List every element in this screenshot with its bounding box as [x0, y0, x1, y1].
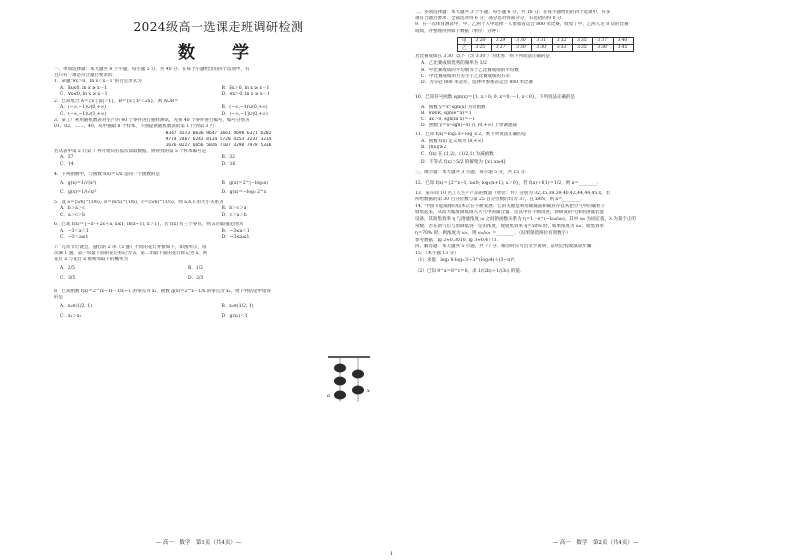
- question-14: 常数．若在新气后与原降低到一定的浓度，使收集效率 η＝50% 时，如果浓度为 ω₁；收集效率: [415, 224, 604, 230]
- question-13: 所给数据的第 30 百分位数与第 25 百分位数的均为 37，且 x∈N，则 x＝________．: [415, 197, 586, 203]
- options-row: [54, 206, 383, 213]
- options-row: [54, 276, 316, 283]
- table-cell: 3′30″: [512, 37, 532, 44]
- table-cell: 甲: [458, 37, 472, 44]
- option: D．为夺冠 800 米冠军，选择甲参加省运会 800 米比赛: [421, 80, 534, 86]
- option: D．16: [221, 162, 236, 167]
- question-3: 01，02，……，40，从中抽取 8 个样本，下图提供随机数表的第 1 行到第 3 行：: [54, 124, 219, 130]
- question-2: 2．已知集合 A＝{x | |x|＞1}，B＝{x | x²＜2x}，则 A∪B＝: [54, 98, 179, 104]
- page-right: [397, 0, 794, 560]
- option: A．∃x≤0, ln x ≥ x－1: [60, 85, 108, 91]
- option: A．g(x)＝1/√(x²): [60, 180, 97, 186]
- option: D．∀x＞0, ln x ≥ x－1: [221, 92, 270, 98]
- option: C．3/5: [60, 275, 76, 281]
- option: A．x₁∈(1/2, 1): [60, 303, 92, 309]
- table-cell: 3′38″: [593, 44, 613, 51]
- question-4: 4．下列函数中，与函数 f(x)＝1/x 是同一个函数的是: [54, 171, 160, 177]
- option: C．∃x＞0, sgn(ln x)＝−1: [421, 117, 476, 123]
- question-14: η＝70% 时，则浓度为 ω₂，则 ω₂/ω₁ ＝________．（结果保留两位有效数字）: [415, 231, 571, 237]
- question-14: 14．中国节能减排的技术正在不断发展．它的关键是利用碳捕获和碳封存技术把空气中的碳粒子: [415, 203, 606, 209]
- question-3: 3．某工厂利用随机数表对生产的 40 个零件进行抽样测试，先将 40 个零件进行编号，编号分别为: [54, 118, 250, 124]
- options-row: [54, 314, 383, 321]
- question-7: 花灯 a 与花灯 x 被相邻取下的概率为: [54, 257, 128, 263]
- option: C．∀x≤0, ln x ≥ x－1: [60, 92, 108, 98]
- page-number: 1: [390, 551, 394, 557]
- options-row: [54, 229, 383, 236]
- table-cell: 3′30″: [532, 44, 552, 51]
- lantern-icon: [334, 364, 346, 373]
- question-7: 7．元宵节灯谜会，悬挂的 2 串（5 盏）不同的花灯并排如下，如图所示，每: [54, 244, 207, 250]
- option: D．(−∞,−1]∪(0,+∞): [221, 111, 268, 117]
- options-row: [54, 213, 383, 220]
- table-cell: 3′37″: [593, 37, 613, 44]
- table-cell: 3′25″: [471, 44, 491, 51]
- table-row: [458, 44, 634, 51]
- options-row: [54, 162, 383, 169]
- option: A．函数 f(x) 定义域为 (0,+∞): [421, 138, 484, 144]
- options-row: [54, 155, 383, 162]
- table-cell: 3′33″: [552, 44, 572, 51]
- results-table: [457, 37, 634, 52]
- question-1: 1．命题“∀x＞0，ln x＜x－1”的否定形式为: [54, 79, 142, 85]
- option: B．(−∞,−1)∪(0,+∞): [221, 105, 268, 110]
- option: A．2/5: [60, 266, 75, 272]
- option: D．2/3: [188, 275, 204, 281]
- question-7: 次摘 1 盏，第一串最下面的花灯标记为 a，第二串最下面的花灯标记为 x，则: [54, 250, 208, 256]
- option: B．x₂∈(1/2, 1): [221, 303, 254, 309]
- table-cell: 3′35″: [572, 37, 592, 44]
- question-13: 13．某车间 10 名工人生产产品的数量（单位：件）分别为 32,35,38,39,40,42,44,44,45,x，若: [415, 191, 611, 197]
- option: C．a＞c＞b: [60, 212, 86, 218]
- table-cell: 3′29″: [491, 37, 511, 44]
- option: B．甲比赛成绩的平均数等于乙比赛成绩的平均数: [421, 68, 519, 74]
- reference-data: 参考数据：lg 2≈0.3010, lg 3≈0.4771．: [415, 238, 502, 244]
- section-1-instructions: 一、单项选择题：本大题共 8 个小题，每小题 5 分，共 40 分．在每个小题给出的四个选项中，有: [54, 67, 250, 72]
- question-8: 8．已知函数 f(x)＝2^(x−1)－1/x＋1 的零点为 x₁，函数 g(x)＝2^x－1/x 的零点为 x₂，则下列结论中错误: [54, 288, 271, 294]
- option: A．b＞a＞c: [60, 206, 85, 212]
- page-footer: — 高一 数学 第2页（共4页）—: [552, 540, 639, 546]
- section-1-instructions: 且只有一项是符合题目要求的．: [54, 73, 117, 79]
- option: A．−3＜a＜1: [60, 228, 89, 234]
- option: C．g(x)＝1/(√x)²: [60, 190, 97, 196]
- options-row: [54, 235, 383, 242]
- section-2-instructions: 项符合题目要求．全部选对得 6 分，部分选对得部分分，有选错的得 0 分．: [415, 16, 566, 22]
- option: A．(−∞,−1)∪(0,+∞): [60, 105, 106, 110]
- option: A．乙比赛成绩优秀的频率为 1/2: [421, 61, 487, 67]
- option: B．∃x＞0, ln x ≥ x－1: [221, 85, 270, 91]
- random-number-row: 0347 4373 8636 9647 3661 4698 6371 6202: [165, 130, 272, 136]
- table-cell: 3′28″: [471, 37, 491, 44]
- option: B．b＞c＞a: [221, 206, 247, 212]
- question-9: 若比赛成绩在 3′30″ 以下（含 3′30″）为优秀．则下列说法正确的是: [415, 53, 550, 59]
- option: C．f(x) 在 (1,2)、(1/2,1) 为减函数: [421, 152, 494, 158]
- option: D．−3≤a≤1: [221, 235, 250, 241]
- table-cell: 3′35″: [572, 44, 592, 51]
- option: C．x₁＞x₂: [60, 313, 82, 319]
- option: B．−3≤a＜1: [221, 228, 250, 234]
- option: C．−3＜a≤1: [60, 235, 89, 241]
- question-10: 10．已知符号函数 sgn(x)＝{1, x＞0; 0, x＝0; −1, x＜0}，下列说法正确的是: [415, 94, 576, 100]
- options-row: [54, 92, 383, 99]
- option: D．g(x₁)＜1: [221, 313, 248, 319]
- option: B．32: [221, 155, 236, 161]
- option: B．|f(x)|≥2: [421, 144, 447, 150]
- lantern-label-x: x: [367, 388, 370, 394]
- lantern-icon: [334, 377, 346, 386]
- option: A．函数 y＝x³·sgn(x) 为奇函数: [421, 104, 486, 110]
- random-number-row: 1676 0227 6656 5026 7107 3290 7978 5336: [165, 143, 272, 148]
- lantern-label-a: a: [327, 393, 330, 399]
- options-row: [54, 304, 383, 311]
- option: B．∀x∈R, sgn(e^x)＝1: [421, 110, 472, 116]
- section-2-instructions: 二、多项选择题：本大题共 3 个小题，每小题 6 分，共 18 分．在每小题给出的四个选项中，有多: [415, 10, 611, 15]
- option: C．14: [60, 162, 74, 167]
- question-6: 6．已知 f(x)＝{−x²＋2x＋a, x≤1; ln(x−1), x＞1}，若 f(x) 有三个零点，则 a 的取值范围为: [54, 222, 244, 228]
- lantern-figure: [326, 354, 374, 406]
- option: D．c＞a＞b: [221, 212, 247, 218]
- option: C．(−∞,−1)∪(1,+∞): [60, 111, 107, 117]
- table-cell: 3′32″: [552, 37, 572, 44]
- options-row: [54, 112, 383, 119]
- question-14: 设备，其收集效率 η 与溶液浓度 ω 之间的函数关系为 η＝1－e^(−λω/ω₀)，其中 ω₀ 为固定值，λ 为某个正的: [415, 217, 636, 223]
- question-15-part-2: （2）已知 9^a＝8^c＝6，求 1/(2b)＋1/(3c) 的值．: [415, 268, 525, 274]
- question-11: 11．已知 f(x)＝log₂ x＋log_x 2，则下列说法正确的是: [415, 132, 527, 138]
- lantern-icon: [352, 386, 364, 395]
- exam-subject: 数 学: [178, 43, 259, 63]
- options-row: [54, 266, 316, 273]
- option: D．函数 y＝x²·sgn(−x) 在 (0,+∞) 上单调递减: [421, 123, 517, 129]
- exam-title: 2024级高一选课走班调研检测: [133, 20, 304, 34]
- option: D．不等式 f(x)＞5/2 的解集为 {x | x≥4}: [421, 160, 507, 166]
- lantern-icon: [334, 391, 346, 400]
- options-row: [54, 181, 383, 188]
- table-cell: 3′27″: [491, 44, 511, 51]
- table-row: [458, 37, 634, 44]
- question-14: 收集起来，从而大幅度降低排入大气中的碳含量．这其中有不断改进，新研发的气体的溶液装置: [415, 209, 604, 215]
- option: B．1/2: [188, 266, 204, 272]
- option: A．37: [60, 155, 74, 161]
- section-4-instructions: 四、解答题：本大题共 5 小题，共 77 分．解答时应写出文字说明、证明过程或演算步骤．: [415, 244, 596, 250]
- table-cell: 乙: [458, 44, 472, 51]
- option: D．g(x)＝−log₂ 2^x: [221, 190, 267, 196]
- question-9: 9．在一次体育测试中，甲、乙两个人中选择一人参加省运会 800 米比赛，收集了甲、乙两人近 8 次的比赛: [415, 22, 629, 28]
- table-cell: 3′30″: [512, 44, 532, 51]
- question-15-part-1: （1）求值：log₃ 8·log₂ 3＋3^(log₃4)＋(3−π)⁰；: [415, 257, 519, 263]
- question-8: 的是: [54, 294, 63, 300]
- random-number-row: 9774 2467 6242 8114 5720 4253 3237 3214: [165, 136, 272, 142]
- table-cell: 3′31″: [532, 37, 552, 44]
- page-footer: — 高一 数学 第1页（共4页）—: [155, 540, 242, 546]
- option: B．g(x)＝2^(−log₂x): [221, 180, 269, 186]
- question-5: 5．设 a＝(5/6)^(1/6)，b＝(6/5)^(1/6)，c＝(5/6)^(1/5)，则 a,b,c 的大小关系为: [54, 199, 224, 205]
- section-3-instructions: 三、填空题：本大题共 3 小题，每小题 5 分，共 15 分．: [415, 170, 530, 176]
- question-3: 若从表中第 2 行第 7 列开始向右依次读取数据，则得到的第 5 个样本编号是: [54, 149, 207, 155]
- option: C．甲比赛成绩的方差小于乙比赛成绩的方差: [421, 74, 510, 80]
- question-12: 12．已知 f(x)＝{2^x−1, x≤0; log₂(x+1), x＞0}，若 f(a)＋f(1)＝1/2，则 a＝________．: [415, 181, 602, 187]
- question-9: 成绩，并整理得到如下数据（单位：分钟）：: [415, 28, 503, 34]
- table-cell: 3′40″: [613, 37, 633, 44]
- question-15: 15．（本小题 13 分）: [415, 250, 459, 256]
- options-row: [54, 190, 383, 197]
- lantern-icon: [352, 370, 364, 379]
- options-row: [54, 105, 383, 112]
- table-cell: 3′45″: [613, 44, 633, 51]
